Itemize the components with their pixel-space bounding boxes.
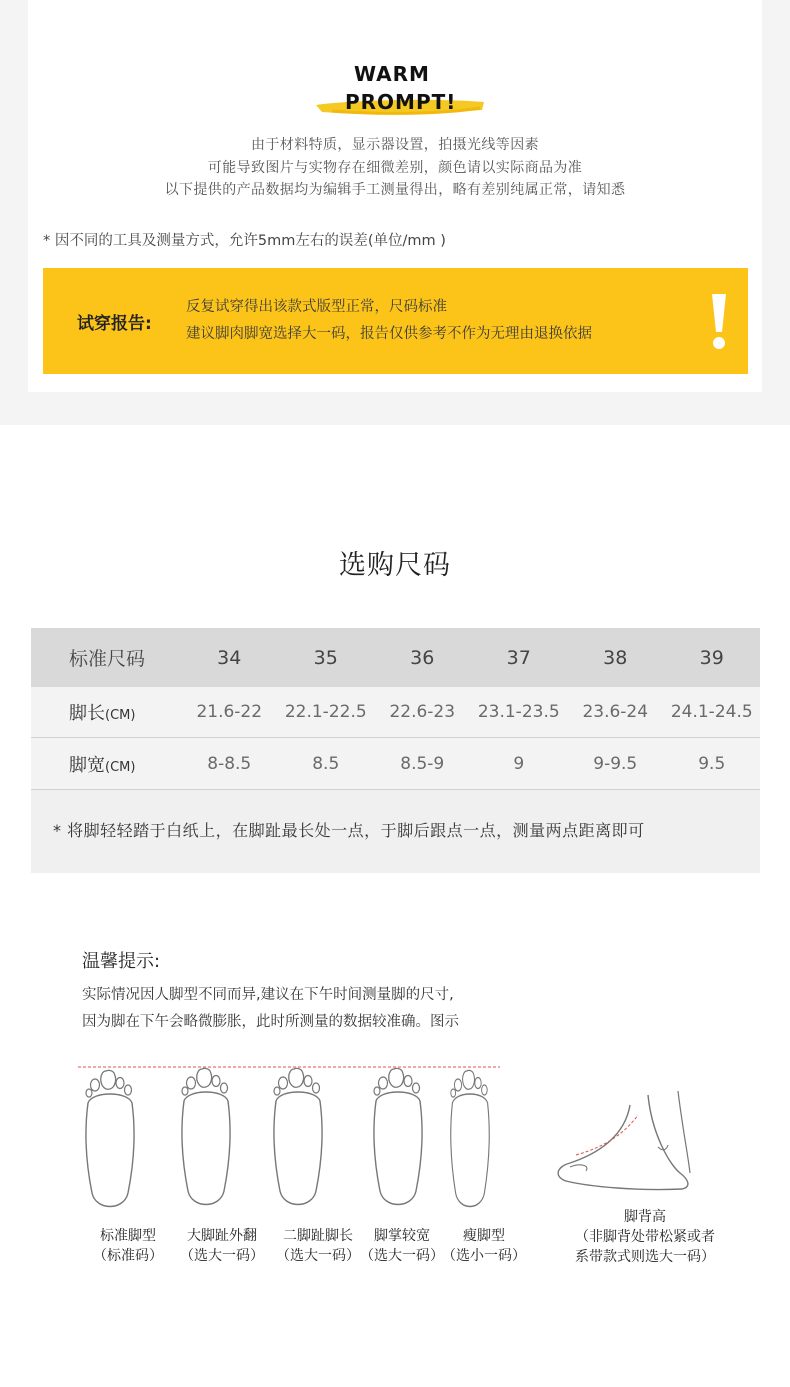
instep-caption: 脚背高 （非脚背处带松紧或者 系带款式则选大一码）	[575, 1209, 715, 1265]
foot-bunion-icon	[182, 1068, 230, 1204]
table-cell: 23.1-23.5	[477, 702, 560, 722]
table-cell: 21.6-22	[196, 702, 263, 722]
size-cell: 38	[603, 646, 628, 669]
foot-type-caption: 二脚趾脚长 （选大一码）	[276, 1228, 360, 1264]
foot-types-illustration	[70, 1055, 750, 1215]
warm-prompt-title	[330, 60, 490, 116]
foot-second-toe-icon	[274, 1068, 322, 1204]
size-cell: 35	[313, 646, 338, 669]
foot-type-caption: 标准脚型 （标准码）	[93, 1228, 163, 1264]
tips-title: 温馨提示:	[82, 951, 161, 972]
size-table	[31, 628, 760, 873]
table-cell: 22.6-23	[389, 702, 456, 722]
size-cell: 34	[217, 646, 242, 669]
fit-report-box	[43, 268, 748, 374]
table-row-foot-width	[31, 738, 760, 790]
warm-title-line1: WARM	[354, 62, 430, 86]
warm-prompt-line: 以下提供的产品数据均为编辑手工测量得出，略有差别纯属正常，请知悉	[164, 182, 626, 198]
tips-line: 实际情况因人脚型不同而异,建议在下午时间测量脚的尺寸,	[82, 987, 454, 1003]
fit-report-text	[186, 294, 592, 348]
table-cell: 8.5	[312, 753, 340, 774]
table-cell: 22.1-22.5	[284, 702, 367, 722]
table-cell: 24.1-24.5	[670, 702, 753, 722]
warm-title-line2: PROMPT!	[345, 90, 457, 114]
tolerance-note: * 因不同的工具及测量方式，允许5mm左右的误差(单位/mm )	[43, 233, 446, 249]
foot-slim-icon	[451, 1070, 490, 1206]
size-table-header	[31, 628, 760, 687]
measure-note: * 将脚轻轻踏于白纸上，在脚趾最长处一点，于脚后跟点一点，测量两点距离即可	[53, 821, 645, 840]
fit-report-label: 试穿报告:	[77, 314, 152, 334]
tips-text	[82, 982, 459, 1036]
size-cell: 37	[506, 646, 531, 669]
table-cell: 23.6-24	[582, 702, 649, 722]
foot-instep-icon	[558, 1091, 690, 1190]
tips-line: 因为脚在下午会略微膨胀，此时所测量的数据较准确。图示	[82, 1014, 459, 1030]
size-header-label: 标准尺码	[69, 648, 146, 670]
foot-type-caption: 脚掌较宽 （选大一码）	[360, 1228, 444, 1264]
table-cell: 9-9.5	[593, 753, 638, 774]
size-cell: 39	[699, 646, 724, 669]
warm-prompt-line: 由于材料特质，显示器设置，拍摄光线等因素	[251, 137, 539, 153]
warm-prompt-lines	[28, 134, 762, 202]
foot-wide-icon	[374, 1068, 422, 1204]
fit-report-line: 反复试穿得出该款式版型正常，尺码标准	[186, 299, 447, 315]
row-label: 脚长(CM)	[69, 703, 136, 724]
fit-report-line: 建议脚肉脚宽选择大一码，报告仅供参考不作为无理由退换依据	[186, 326, 592, 342]
size-section-heading: 选购尺码	[339, 550, 451, 581]
foot-type-caption: 瘦脚型 （选小一码）	[442, 1228, 526, 1264]
foot-standard-icon	[86, 1070, 134, 1206]
table-cell: 8.5-9	[400, 753, 445, 774]
exclamation-icon	[708, 292, 730, 350]
table-row-foot-length	[31, 687, 760, 738]
size-cell: 36	[410, 646, 435, 669]
foot-type-caption: 大脚趾外翻 （选大一码）	[180, 1228, 264, 1264]
warm-prompt-line: 可能导致图片与实物存在细微差别，颜色请以实际商品为准	[207, 159, 583, 176]
table-cell: 9	[513, 753, 525, 774]
table-cell: 8-8.5	[207, 753, 252, 774]
row-label: 脚宽(CM)	[69, 754, 136, 776]
table-cell: 9.5	[698, 753, 726, 774]
